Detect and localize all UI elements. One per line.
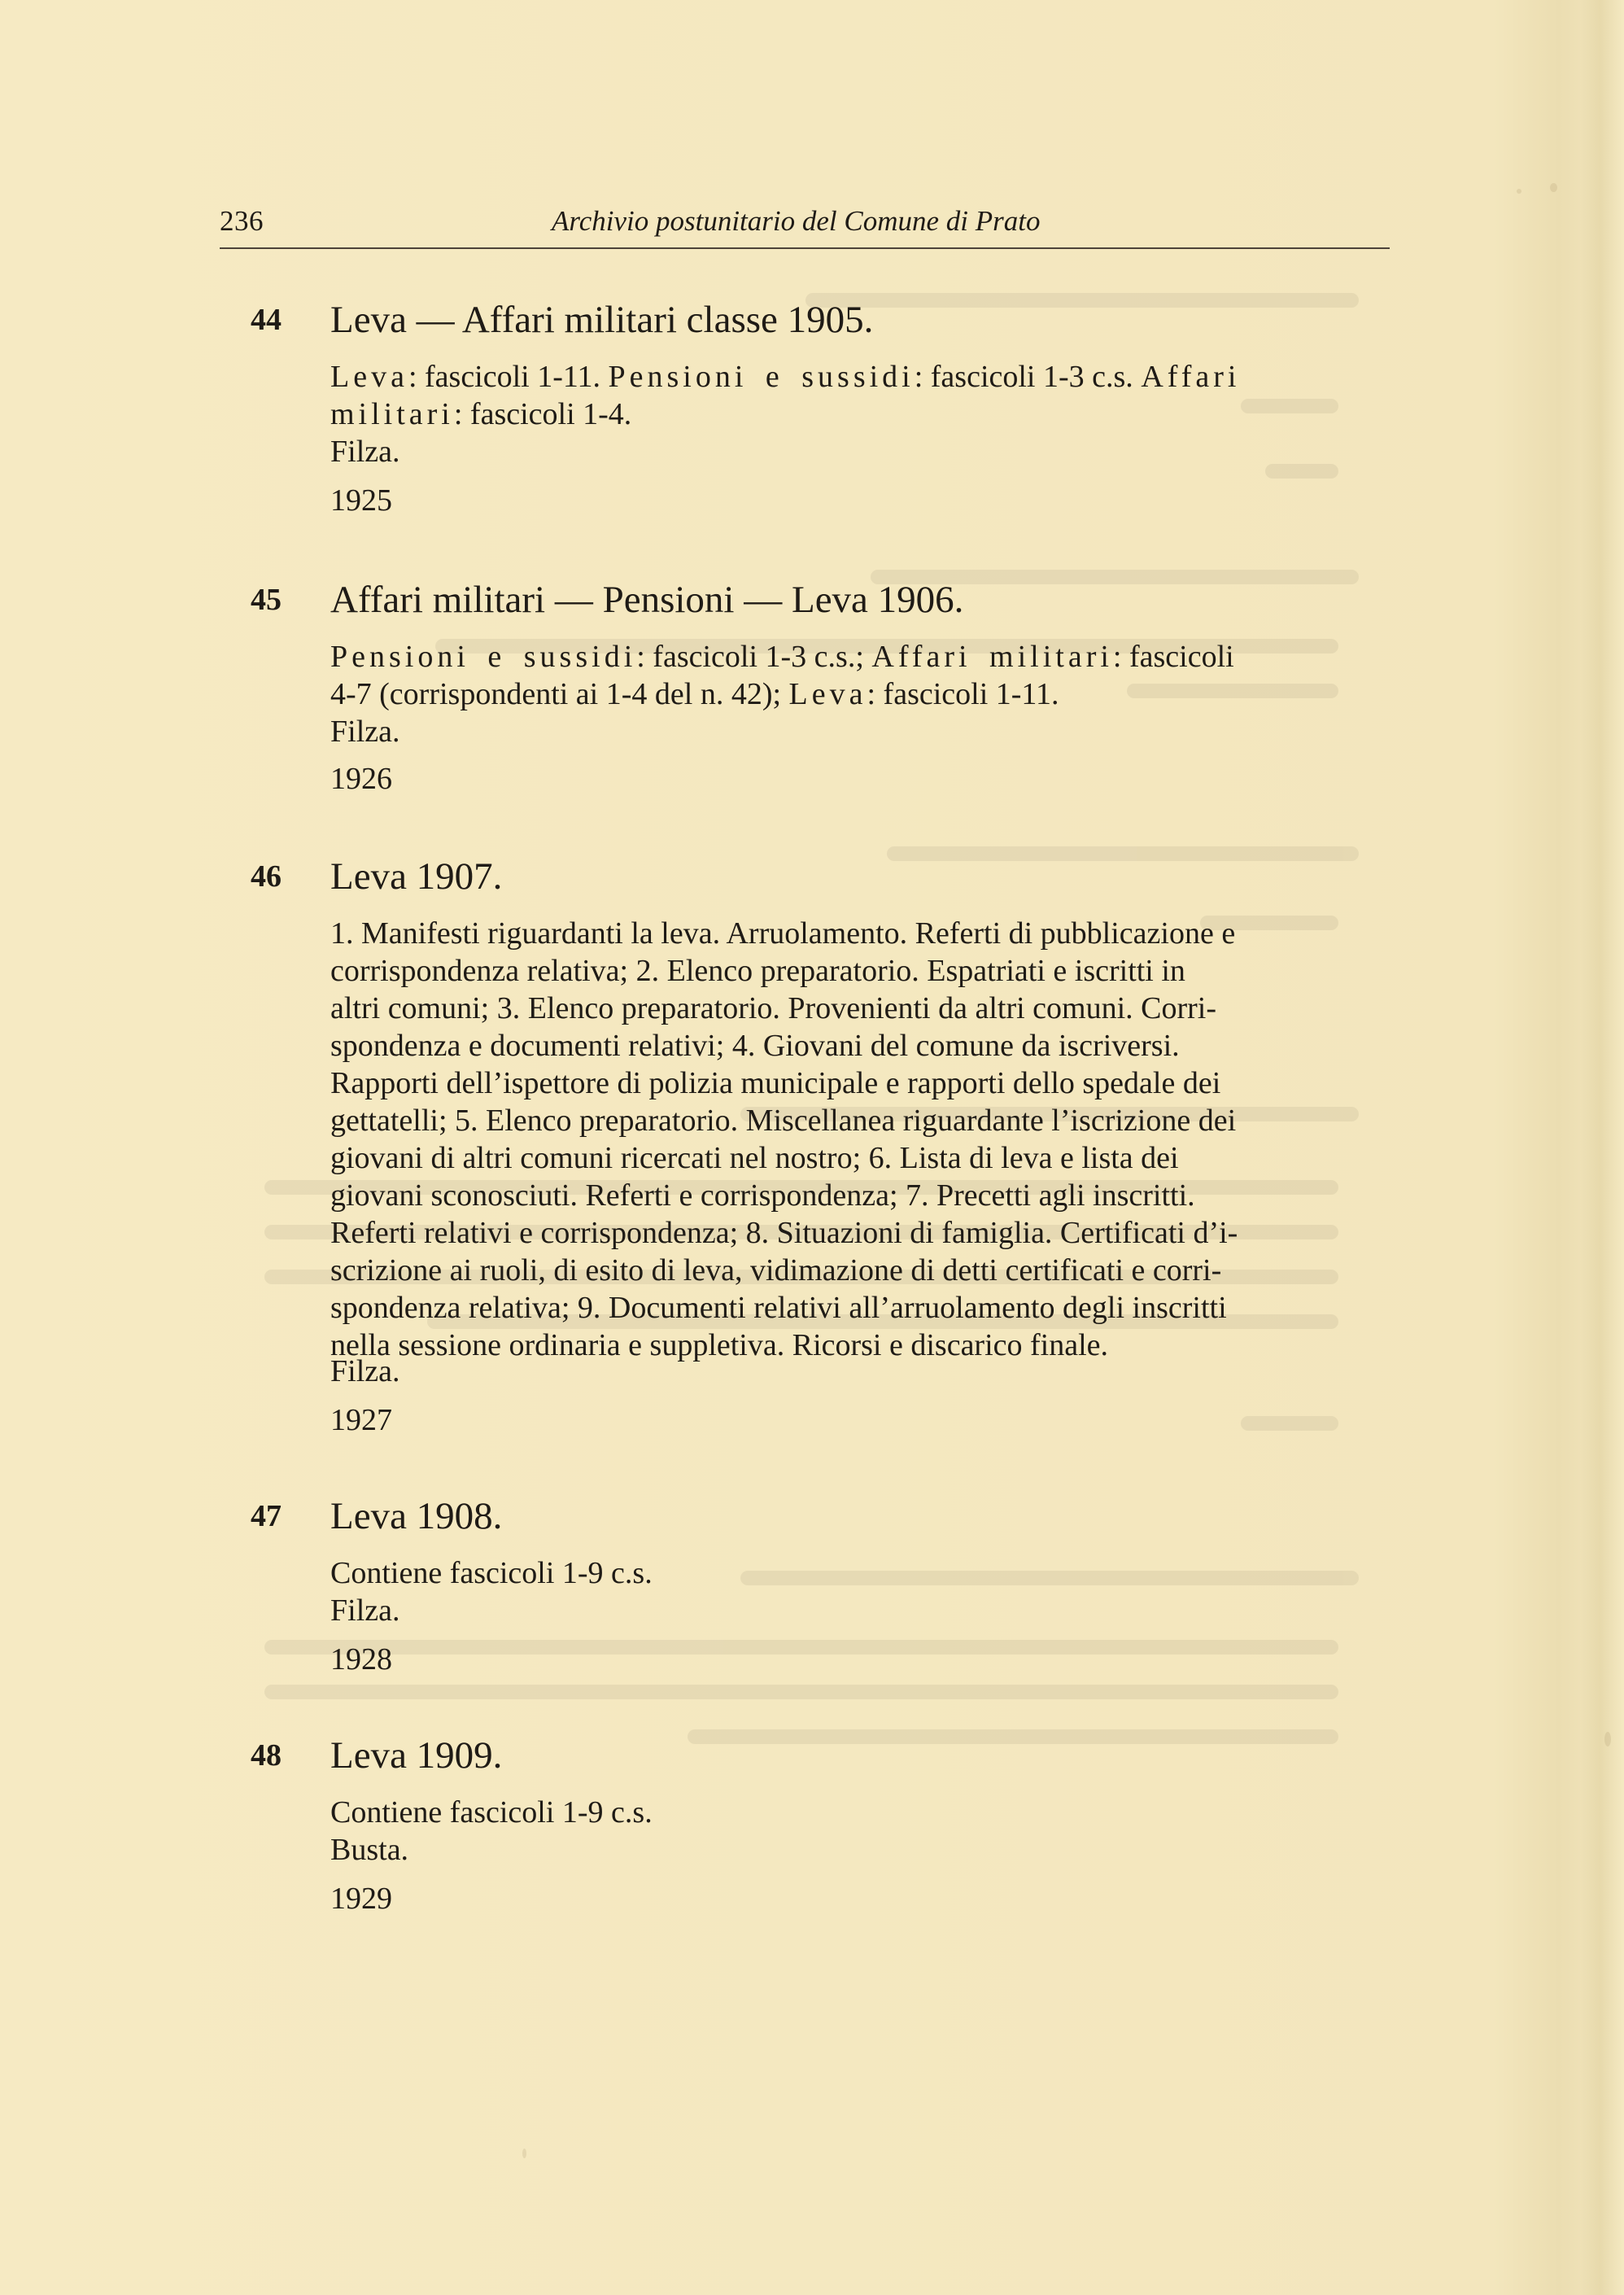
pensioni-label: Pensioni e sussidi xyxy=(330,640,637,674)
entry-description xyxy=(330,358,1390,433)
entry-title: Leva — Affari militari classe 1905. xyxy=(330,299,874,341)
pensioni-text: : fascicoli 1-3 c.s. xyxy=(914,360,1142,394)
description-line: 1. Manifesti riguardanti la leva. Arruolamento. Referti di pubblicazione e xyxy=(330,916,1236,951)
running-header xyxy=(220,205,1390,249)
entry-47 xyxy=(251,1496,1390,1699)
entry-format: Filza. xyxy=(330,435,400,469)
entry-year: 1925 xyxy=(330,483,392,518)
description-line: giovani di altri comuni ricercati nel nostro; 6. Lista di leva e lista dei xyxy=(330,1141,1179,1175)
entry-46 xyxy=(251,856,1390,1442)
description-line: scrizione ai ruoli, di esito di leva, vidimazione di detti certificati e corri- xyxy=(330,1253,1222,1287)
affari-label: Affari militari xyxy=(871,640,1113,674)
entry-number: 45 xyxy=(251,583,282,617)
entry-format: Busta. xyxy=(330,1833,409,1867)
entry-title: Affari militari — Pensioni — Leva 1906. xyxy=(330,579,964,621)
description-line: spondenza e documenti relativi; 4. Giovani del comune da iscriversi. xyxy=(330,1029,1180,1063)
description-line-2-start: 4-7 (corrispondenti ai 1-4 del n. 42); xyxy=(330,677,789,711)
leva-text: : fascicoli 1-11. xyxy=(408,360,609,394)
paper-spot xyxy=(522,2149,526,2158)
page-number: 236 xyxy=(220,205,264,237)
paper-spot xyxy=(1517,189,1521,194)
affari-label-line2: militari xyxy=(330,397,454,431)
entry-year: 1926 xyxy=(330,762,392,796)
entry-45 xyxy=(251,579,1390,799)
entry-description: Contiene fascicoli 1-9 c.s. xyxy=(330,1795,653,1829)
description-line: nella sessione ordinaria e suppletiva. Ricorsi e discarico finale. xyxy=(330,1328,1109,1362)
entry-44 xyxy=(251,299,1390,519)
entry-number: 44 xyxy=(251,303,282,337)
entry-year: 1927 xyxy=(330,1403,392,1437)
description-line: spondenza relativa; 9. Documenti relativi all’arruolamento degli inscritti xyxy=(330,1291,1227,1325)
leva-label: Leva xyxy=(330,360,408,394)
entry-format: Filza. xyxy=(330,1354,400,1388)
entry-description xyxy=(330,638,1390,713)
running-title: Archivio postunitario del Comune di Prato xyxy=(552,205,1041,237)
description-line: giovani sconosciuti. Referti e corrispondenza; 7. Precetti agli inscritti. xyxy=(330,1178,1195,1213)
entry-description xyxy=(330,915,1390,1364)
affari-label-line1: Affari xyxy=(1141,360,1241,394)
paper-spot xyxy=(1604,1732,1611,1746)
affari-text: : fascicoli 1-4. xyxy=(453,397,632,431)
description-line: gettatelli; 5. Elenco preparatorio. Miscellanea riguardante l’iscrizione dei xyxy=(330,1104,1237,1138)
pensioni-text: : fascicoli 1-3 c.s.; xyxy=(636,640,872,674)
description-line: Rapporti dell’ispettore di polizia municipale e rapporti dello spedale dei xyxy=(330,1066,1221,1100)
entry-48 xyxy=(251,1735,1390,1939)
leva-text: : fascicoli 1-11. xyxy=(867,677,1059,711)
pensioni-label: Pensioni e sussidi xyxy=(608,360,915,394)
affari-text: : fascicoli xyxy=(1112,640,1234,674)
description-line: corrispondenza relativa; 2. Elenco preparatorio. Espatriati e iscritti in xyxy=(330,954,1185,988)
description-line: altri comuni; 3. Elenco preparatorio. Provenienti da altri comuni. Corri- xyxy=(330,991,1217,1025)
paper-spot xyxy=(1550,183,1557,192)
entry-year: 1928 xyxy=(330,1642,392,1676)
entry-title: Leva 1909. xyxy=(330,1734,503,1777)
entry-number: 46 xyxy=(251,859,282,894)
entry-description: Contiene fascicoli 1-9 c.s. xyxy=(330,1556,653,1590)
page-edge-shadow xyxy=(1580,0,1624,2295)
entry-format: Filza. xyxy=(330,715,400,749)
entry-title: Leva 1907. xyxy=(330,855,503,898)
entry-title: Leva 1908. xyxy=(330,1495,503,1537)
entry-year: 1929 xyxy=(330,1882,392,1916)
entry-format: Filza. xyxy=(330,1593,400,1628)
entry-number: 47 xyxy=(251,1499,282,1533)
leva-label: Leva xyxy=(788,677,867,711)
description-line: Referti relativi e corrispondenza; 8. Situazioni di famiglia. Certificati d’i- xyxy=(330,1216,1238,1250)
entry-number: 48 xyxy=(251,1738,282,1773)
